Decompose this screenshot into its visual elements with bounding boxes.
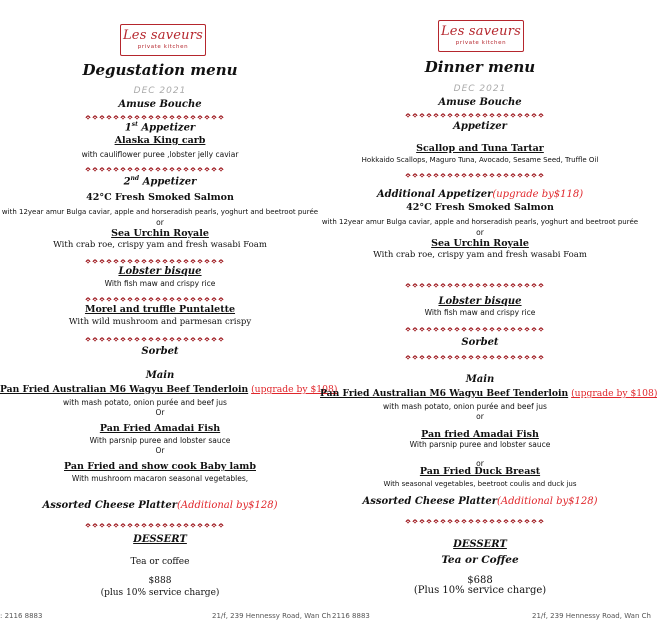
dish-sea-urchin-royale: Sea Urchin Royale	[111, 228, 209, 239]
additional-price: (Additional by$128)	[176, 500, 278, 511]
logo-script-text: Les saveurs	[122, 28, 204, 43]
dish-amadai-fish: Pan Fried Amadai Fish	[99, 423, 221, 434]
logo-subtitle: private kitchen	[455, 40, 507, 46]
dish-description: With parsnip puree and lobster sauce	[89, 436, 231, 445]
or-separator: Or	[155, 408, 165, 417]
footer-phone: 2116 8883	[332, 612, 370, 620]
sorbet-heading: Sorbet	[461, 337, 499, 348]
amuse-bouche-heading: Amuse Bouche	[438, 97, 522, 108]
or-separator: or	[476, 459, 484, 468]
additional-appetizer-heading: Additional Appetizer(upgrade by$118)	[376, 189, 584, 200]
main-heading: Main	[145, 370, 175, 381]
footer-address: 21/f, 239 Hennessy Road, Wan Ch	[532, 612, 651, 620]
dish-wagyu-tenderloin: Pan Fried Australian M6 Wagyu Beef Tenderloin (upgrade by $108)	[0, 384, 338, 395]
dish-description: With crab roe, crispy yam and fresh wasabi Foam	[53, 240, 267, 250]
dish-lobster-bisque: Lobster bisque	[438, 296, 522, 307]
first-appetizer-heading: 1st Appetizer	[124, 121, 196, 134]
cheese-platter: Assorted Cheese Platter(Additional by$128)	[42, 500, 278, 511]
appetizer-heading: Appetizer	[453, 121, 507, 132]
dish-description: With seasonal vegetables, beetroot coulis and duck jus	[383, 480, 577, 488]
upgrade-price: (upgrade by $108)	[251, 384, 338, 395]
ornament-divider	[405, 518, 545, 524]
dish-scallop-tuna-tartar: Scallop and Tuna Tartar	[416, 143, 544, 154]
ornament-divider	[405, 282, 545, 288]
or-separator: or	[476, 412, 484, 421]
ornament-divider	[405, 172, 545, 178]
sorbet-heading: Sorbet	[141, 346, 179, 357]
ornament-divider	[85, 296, 225, 302]
logo-script-text: Les saveurs	[440, 24, 522, 39]
dish-description: With wild mushroom and parmesan crispy	[68, 317, 252, 327]
main-heading: Main	[465, 374, 495, 385]
ornament-divider	[85, 114, 225, 120]
dish-smoked-salmon: 42°C Fresh Smoked Salmon	[86, 192, 234, 203]
les-saveurs-logo	[438, 20, 524, 52]
menu-date: DEC 2021	[453, 84, 507, 94]
dessert-heading: DESSERT	[133, 534, 187, 545]
dish-duck-breast: Pan Fried Duck Breast	[419, 466, 541, 477]
ornament-divider	[85, 166, 225, 172]
dish-lobster-bisque: Lobster bisque	[118, 266, 202, 277]
dinner-menu-page	[320, 0, 657, 640]
dish-description: with 12year amur Bulga caviar, apple and horseradish pearls, yoghurt and beetroot purée	[321, 218, 639, 226]
dish-smoked-salmon: 42°C Fresh Smoked Salmon	[406, 202, 554, 213]
ornament-divider	[85, 522, 225, 528]
dish-morel-truffle-puntalette: Morel and truffle Puntalette	[84, 304, 236, 315]
amuse-bouche-heading: Amuse Bouche	[118, 99, 202, 110]
dish-wagyu-tenderloin: Pan Fried Australian M6 Wagyu Beef Tenderloin (upgrade by $108)	[320, 388, 657, 399]
menu-price: $888	[148, 576, 172, 586]
dish-description: With fish maw and crispy rice	[424, 308, 536, 317]
footer-address: 21/f, 239 Hennessy Road, Wan Ch	[212, 612, 331, 620]
dish-sea-urchin-royale: Sea Urchin Royale	[431, 238, 529, 249]
dish-description: With crab roe, crispy yam and fresh wasabi Foam	[373, 250, 587, 260]
dish-alaska-king-crab: Alaska King carb	[114, 135, 206, 146]
dish-description: With mushroom macaron seasonal vegetables,	[71, 474, 249, 483]
ornament-divider	[85, 258, 225, 264]
upgrade-price: (upgrade by $108)	[571, 388, 657, 399]
ornament-divider	[405, 112, 545, 118]
or-separator: or	[476, 228, 484, 237]
ornament-divider	[85, 336, 225, 342]
les-saveurs-logo	[120, 24, 206, 56]
menu-title: Dinner menu	[424, 58, 536, 76]
dish-description: with mash potato, onion purée and beef jus	[383, 402, 547, 411]
dish-description: with 12year amur Bulga caviar, apple and horseradish pearls, yoghurt and beetroot purée	[1, 208, 319, 216]
menu-title: Degustation menu	[82, 61, 238, 79]
menu-price: $688	[467, 575, 493, 586]
cheese-platter: Assorted Cheese Platter(Additional by$128)	[362, 496, 598, 507]
dish-description: with mash potato, onion purée and beef jus	[63, 398, 227, 407]
dessert-tea-coffee: Tea or coffee	[130, 557, 190, 567]
menu-date: DEC 2021	[133, 86, 187, 96]
or-separator: Or	[155, 446, 165, 455]
dish-description: With parsnip puree and lobster sauce	[409, 440, 551, 449]
dish-description: with cauliflower puree ,lobster jelly caviar	[81, 150, 239, 159]
dish-description: With fish maw and crispy rice	[104, 279, 216, 288]
or-separator: or	[156, 218, 164, 227]
logo-subtitle: private kitchen	[137, 44, 189, 50]
dish-amadai-fish: Pan fried Amadai Fish	[421, 429, 539, 440]
service-charge-note: (Plus 10% service charge)	[413, 585, 547, 596]
upgrade-price: (upgrade by$118)	[492, 189, 584, 200]
dish-description: Hokkaido Scallops, Maguro Tuna, Avocado, Sesame Seed, Truffle Oil	[361, 156, 599, 164]
ornament-divider	[405, 354, 545, 360]
second-appetizer-heading: 2nd Appetizer	[123, 175, 197, 188]
additional-price: (Additional by$128)	[496, 496, 598, 507]
footer-phone: : 2116 8883	[0, 612, 43, 620]
service-charge-note: (plus 10% service charge)	[100, 588, 220, 598]
dessert-tea-coffee: Tea or Coffee	[441, 554, 519, 566]
ornament-divider	[405, 326, 545, 332]
dish-baby-lamb: Pan Fried and show cook Baby lamb	[64, 461, 256, 472]
dessert-heading: DESSERT	[453, 539, 507, 550]
